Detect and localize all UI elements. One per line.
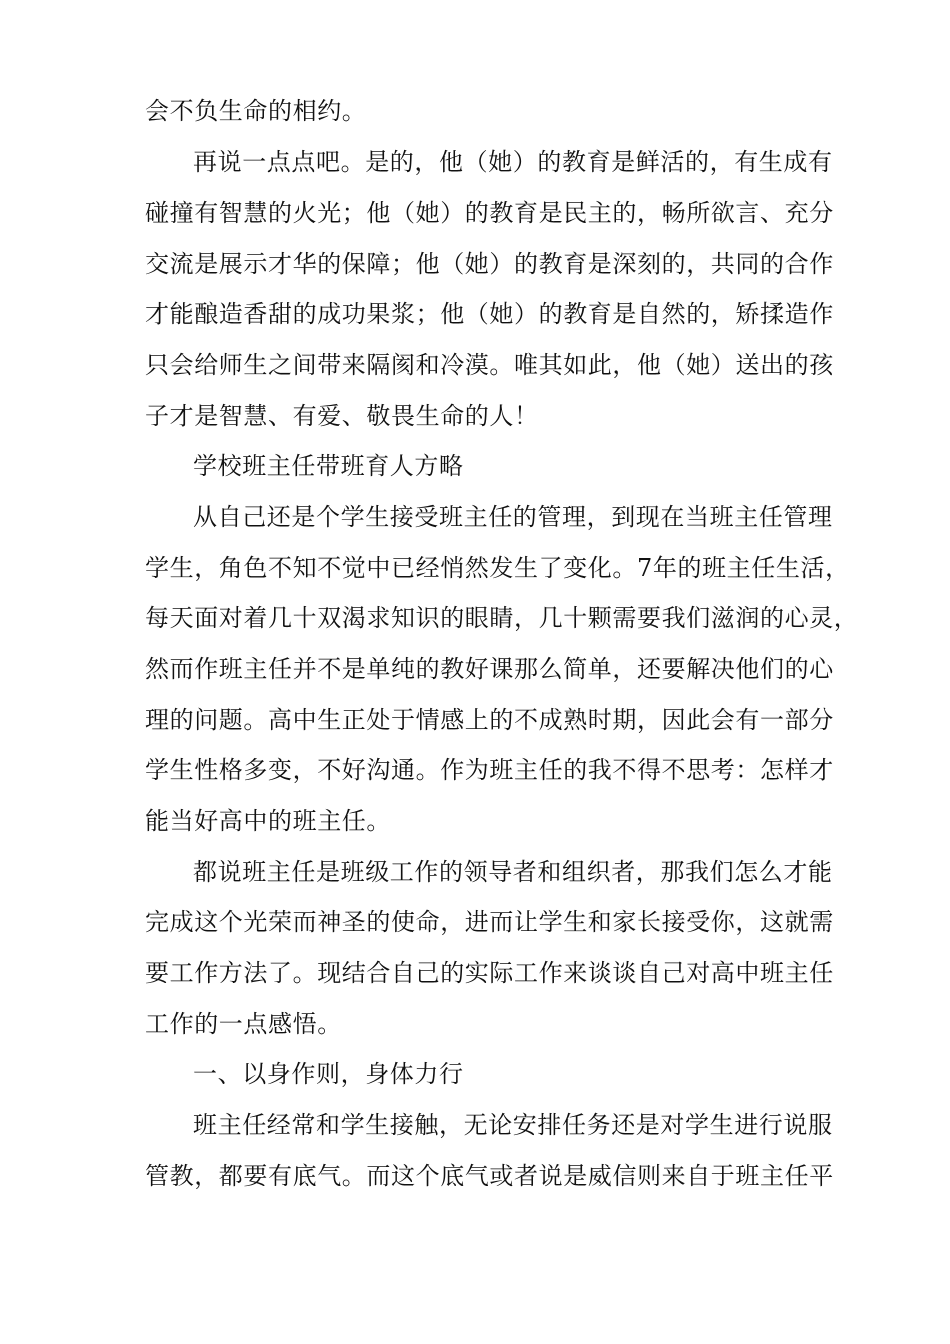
text-line: 完成这个光荣而神圣的使命，进而让学生和家长接受你，这就需 — [145, 908, 834, 936]
text-line: 理的问题。高中生正处于情感上的不成熟时期，因此会有一部分 — [145, 706, 834, 734]
text-line: 工作的一点感悟。 — [145, 1010, 342, 1038]
text-line: 交流是展示才华的保障；他（她）的教育是深刻的，共同的合作 — [145, 250, 834, 278]
text-line: 学生，角色不知不觉中已经悄然发生了变化。7年的班主任生活， — [145, 554, 850, 582]
section-heading: 学校班主任带班育人方略 — [193, 452, 464, 480]
text-line: 学生性格多变，不好沟通。作为班主任的我不得不思考：怎样才 — [145, 756, 834, 784]
text-line: 管教，都要有底气。而这个底气或者说是威信则来自于班主任平 — [145, 1162, 834, 1190]
text-line: 才能酿造香甜的成功果浆；他（她）的教育是自然的，矫揉造作 — [145, 300, 834, 328]
text-line: 会不负生命的相约。 — [145, 97, 367, 125]
paragraph-first-line: 都说班主任是班级工作的领导者和组织者，那我们怎么才能 — [193, 858, 833, 886]
paragraph-first-line: 再说一点点吧。是的，他（她）的教育是鲜活的，有生成有 — [193, 148, 833, 176]
text-line: 然而作班主任并不是单纯的教好课那么简单，还要解决他们的心 — [145, 655, 834, 683]
section-heading: 一、以身作则，身体力行 — [193, 1060, 464, 1088]
text-line: 只会给师生之间带来隔阂和冷漠。唯其如此，他（她）送出的孩 — [145, 351, 834, 379]
paragraph-first-line: 班主任经常和学生接触，无论安排任务还是对学生进行说服 — [193, 1111, 833, 1139]
text-line: 每天面对着几十双渴求知识的眼睛，几十颗需要我们滋润的心灵， — [145, 604, 859, 632]
text-line: 要工作方法了。现结合自己的实际工作来谈谈自己对高中班主任 — [145, 959, 834, 987]
text-line: 能当好高中的班主任。 — [145, 807, 391, 835]
paragraph-first-line: 从自己还是个学生接受班主任的管理，到现在当班主任管理 — [193, 503, 833, 531]
text-line: 碰撞有智慧的火光；他（她）的教育是民主的，畅所欲言、充分 — [145, 199, 834, 227]
text-line: 子才是智慧、有爱、敬畏生命的人！ — [145, 402, 539, 430]
